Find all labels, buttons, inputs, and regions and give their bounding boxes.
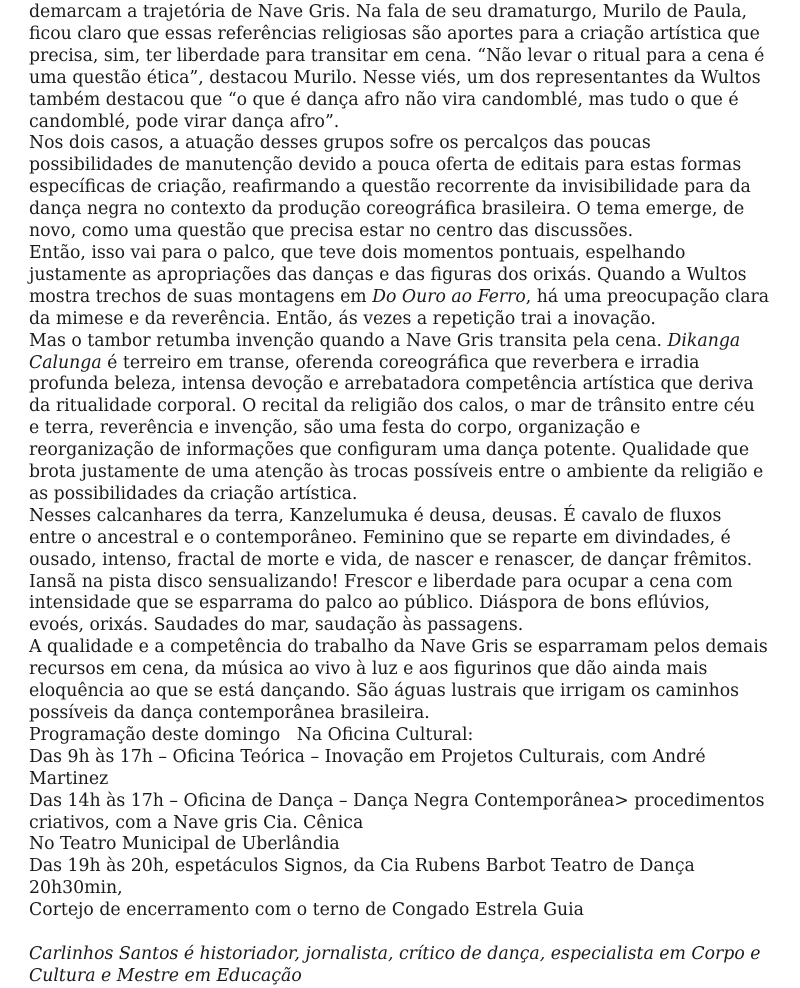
- paragraph-3-text-b: , há uma preocupação clara da mimese e da reverência. Então, ás vezes a repetição trai a inovação.: [29, 286, 770, 329]
- schedule-item-1: Das 9h às 17h – Oficina Teórica – Inovação em Projetos Culturais, com André Martinez: [29, 746, 706, 789]
- paragraph-5: Nesses calcanhares da terra, Kanzelumuka é deusa, deusas. É cavalo de fluxos entre o ancestral e o contemporâneo. Feminino que se reparte em divindades, é ousado, intenso, fractal de morte e vida, de nascer e renascer, de dançar frêmitos. Iansã na pista disco sensualizando! Frescor e liberdade para ocupar a cena com intensidade que se esparrama do palco ao público. Diáspora de bons eflúvios, evoés, orixás. Saudades do mar, saudação às passagens.: [29, 505, 753, 636]
- schedule-item-3: Das 19h às 20h, espetáculos Signos, da Cia Rubens Barbot Teatro de Dança 20h30min,: [29, 856, 695, 899]
- schedule-venue-teatro: No Teatro Municipal de Uberlândia: [29, 834, 340, 855]
- paragraph-4: [29, 331, 770, 506]
- paragraph-1: demarcam a trajetória de Nave Gris. Na fala de seu dramaturgo, Murilo de Paula, ficou claro que essas referências religiosas são aportes para a criação artística que precisa, sim, ter liberdade para transitar em cena. “Não levar o ritual para a cena é uma questão ética”, destacou Murilo. Nesse viés, um dos representantes da Wultos também destacou que “o que é dança afro não vira candomblé, mas tudo o que é candomblé, pode virar dança afro”.: [29, 2, 765, 132]
- paragraph-3-text-a: Então, isso vai para o palco, que teve dois momentos pontuais, espelhando justamente as apropriações das danças e das figuras dos orixás. Quando a Wultos mostra trechos de suas montagens em: [29, 242, 747, 307]
- paragraph-2: Nos dois casos, a atuação desses grupos sofre os percalços das poucas possibilidades de manutenção devido a pouca oferta de editais para estas formas específicas de criação, reafirmando a questão recorrente da invisibilidade para da dança negra no contexto da produção coreográfica brasileira. O tema emerge, de novo, como uma questão que precisa estar no centro das discussões.: [29, 133, 751, 242]
- spacer: [29, 922, 770, 944]
- schedule-heading: Programação deste domingo Na Oficina Cultural:: [29, 724, 474, 745]
- schedule-item-2: Das 14h às 17h – Oficina de Dança – Dança Negra Contemporânea> procedimentos criativos, com a Nave gris Cia. Cênica: [29, 790, 765, 833]
- paragraph-3: [29, 243, 770, 331]
- author-bio-text: Carlinhos Santos é historiador, jornalista, crítico de dança, especialista em Corpo e Cultura e Mestre em Educação: [29, 943, 761, 986]
- paragraph-6: A qualidade e a competência do trabalho da Nave Gris se esparramam pelos demais recursos em cena, da música ao vivo à luz e aos figurinos que dão ainda mais eloquência ao que se está dançando. São águas lustrais que irrigam os caminhos possíveis da dança contemporânea brasileira.: [29, 637, 768, 723]
- work-title-dikanga-calunga: Dikanga Calunga: [29, 330, 741, 373]
- paragraph-4-text-b: é terreiro em transe, oferenda coreográfica que reverbera e irradia profunda beleza, intensa devoção e arrebatadora competência artística que deriva da ritualidade corporal. O recital da religião dos calos, o mar de trânsito entre céu e terra, reverência e invenção, são uma festa do corpo, organização e reorganização de informações que configuram uma dança potente. Qualidade que brota justamente de uma atenção às trocas possíveis entre o ambiente da religião e as possibilidades da criação artística.: [29, 352, 764, 504]
- work-title-do-ouro-ao-ferro: Do Ouro ao Ferro: [372, 286, 526, 307]
- schedule-item-4: Cortejo de encerramento com o terno de Congado Estrela Guia: [29, 900, 584, 921]
- paragraph-4-text-a: Mas o tambor retumba invenção quando a Nave Gris transita pela cena.: [29, 330, 668, 351]
- author-bio: [29, 944, 770, 988]
